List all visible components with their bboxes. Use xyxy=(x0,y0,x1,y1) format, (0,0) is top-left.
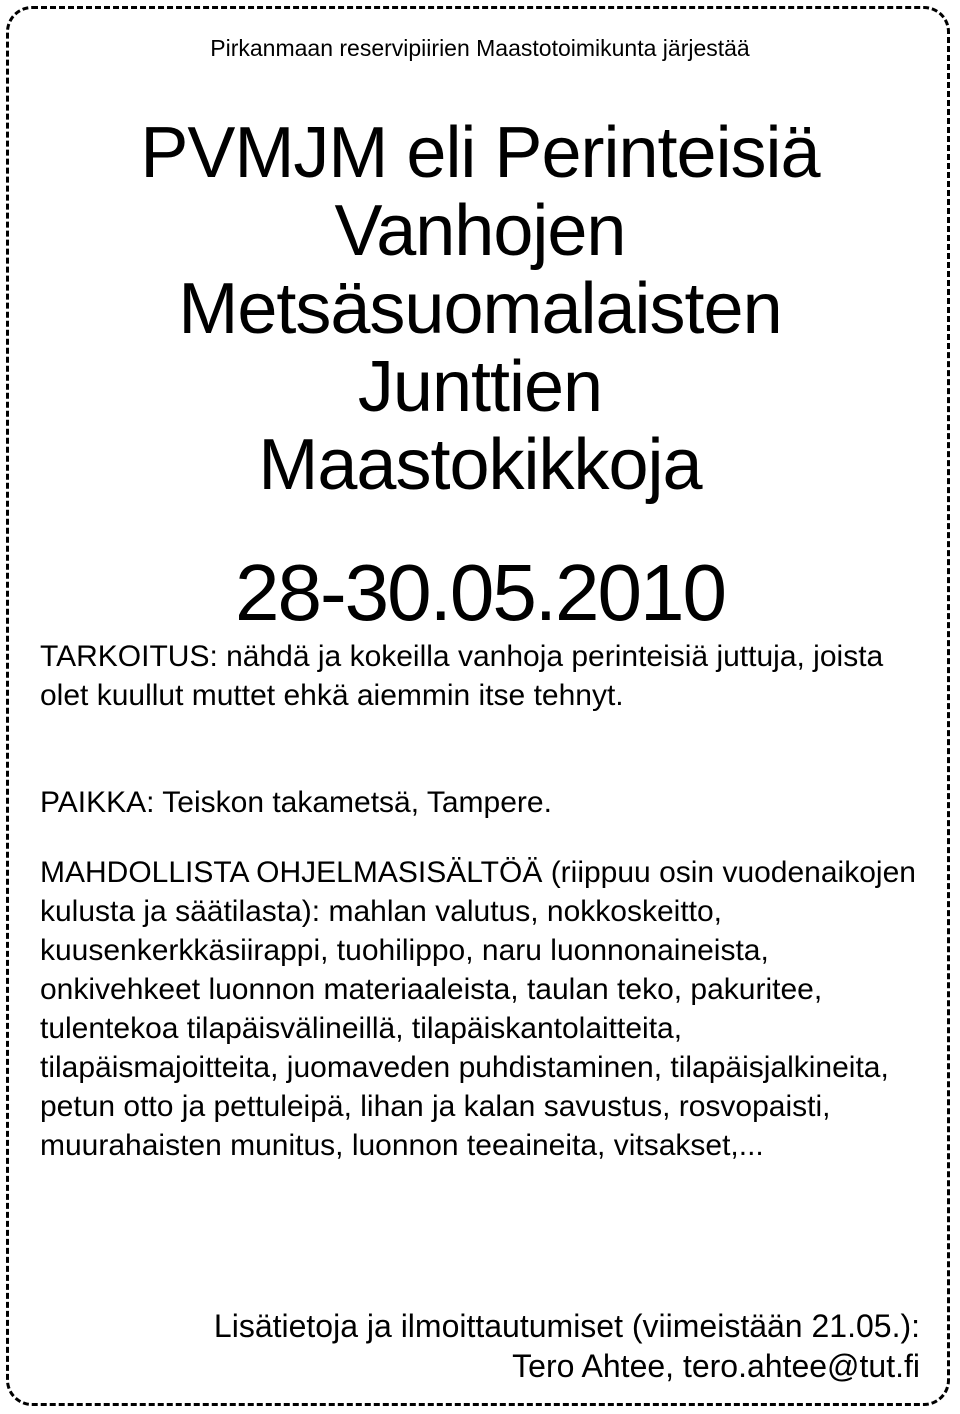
title-line: Junttien xyxy=(357,347,603,427)
title-line: PVMJM eli Perinteisiä xyxy=(140,113,820,193)
program-paragraph: MAHDOLLISTA OHJELMASISÄLTÖÄ (riippuu osin vuodenaikojen kulusta ja säätilasta): mahlan valutus, nokkoskeitto, kuusenkerkkäsiirappi, tuohilippo, naru luonnonaineista, onkivehkeet luonnon materiaaleista, taulan teko, pakuritee, tulentekoa tilapäisvälineillä, tilapäiskantolaitteita, tilapäismajoitteita, juomaveden puhdistaminen, tilapäisjalkineita, petun otto ja pettuleipä, lihan ja kalan savustus, rosvopaisti, muurahaisten munitus, luonnon teeaineita, vitsakset,... xyxy=(40,856,916,1162)
title-line: Vanhojen xyxy=(334,191,626,271)
contact-line-person: Tero Ahtee, tero.ahtee@tut.fi xyxy=(512,1348,920,1384)
contact-line-info: Lisätietoja ja ilmoittautumiset (viimeistään 21.05.): xyxy=(213,1308,920,1344)
title-line: Maastokikkoja xyxy=(258,425,702,505)
event-title xyxy=(0,114,960,504)
contact-info xyxy=(40,1306,920,1386)
place-paragraph: PAIKKA: Teiskon takametsä, Tampere. xyxy=(40,786,552,819)
event-date: 28-30.05.2010 xyxy=(234,548,725,637)
title-line: Metsäsuomalaisten xyxy=(178,269,782,349)
purpose-paragraph: TARKOITUS: nähdä ja kokeilla vanhoja perinteisiä juttuja, joista olet kuullut muttet ehkä aiemmin itse tehnyt. xyxy=(40,640,884,712)
organizer-line: Pirkanmaan reservipiirien Maastotoimikunta järjestää xyxy=(210,35,750,61)
